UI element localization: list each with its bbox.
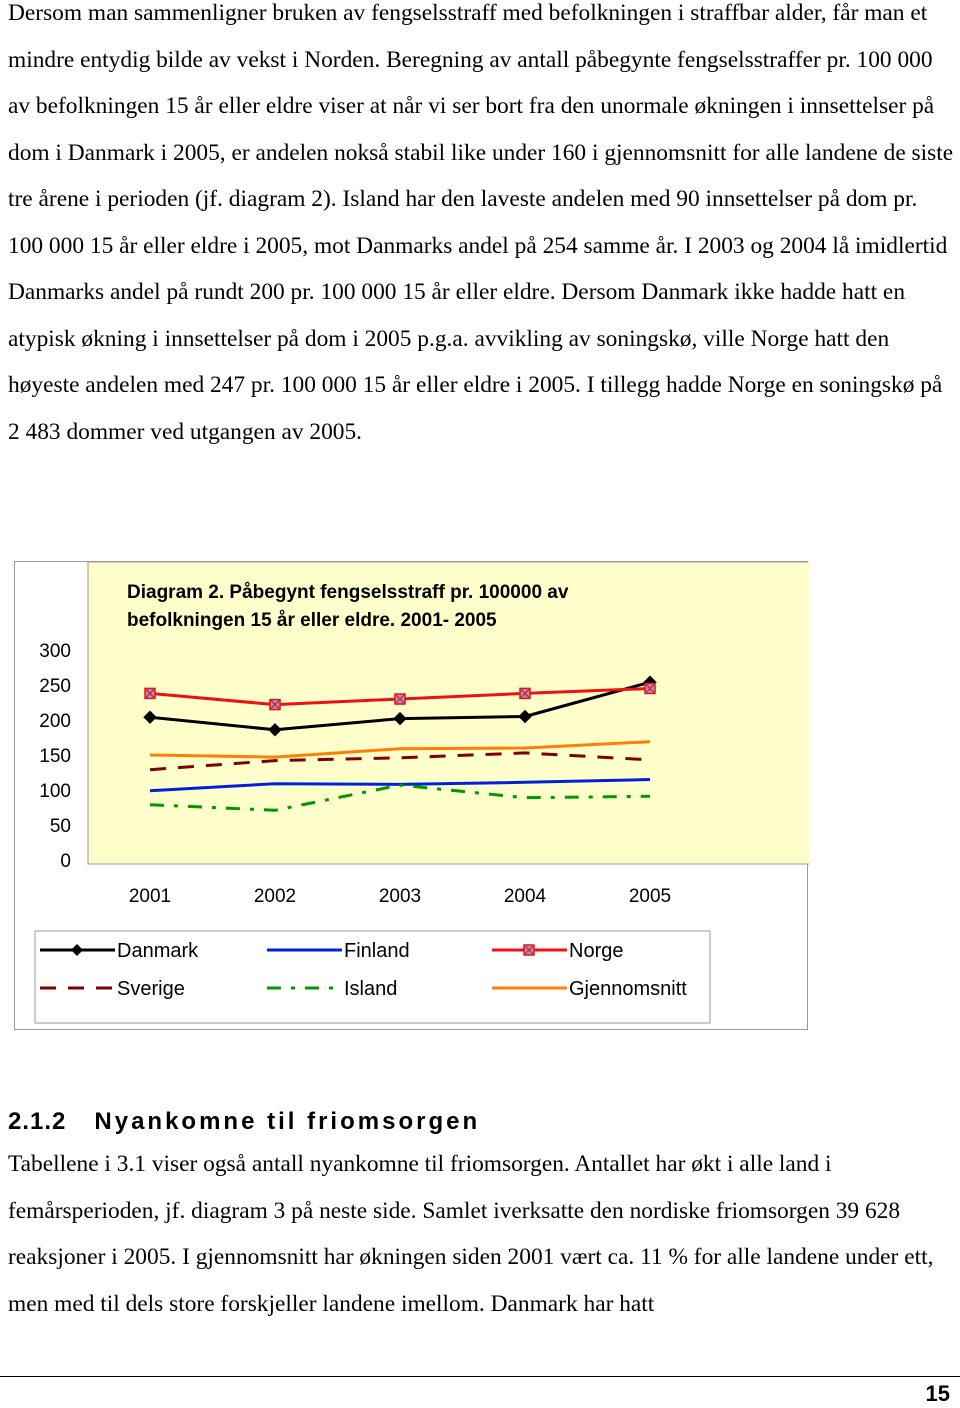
body-paragraph-1: Dersom man sammenligner bruken av fengselsstraff med befolkningen i straffbar alder, får man et mindre entydig bilde av vekst i Norden. Beregning av antall påbegynte fengselsstraffer pr. 100 000 av befolkningen 15 år eller eldre viser at når vi ser bort fra den unormale økningen i innsettelser på dom i Danmark i 2005, er andelen nokså stabil like under 160 i gjennomsnitt for alle landene de siste tre årene i perioden (jf. diagram 2). Island har den laveste andelen med 90 innsettelser på dom pr. 100 000 15 år eller eldre i 2005, mot Danmarks andel på 254 samme år. I 2003 og 2004 lå imidlertid Danmarks andel på rundt 200 pr. 100 000 15 år eller eldre. Dersom Danmark ikke hadde hatt en atypisk økning i innsettelser på dom i 2005 p.g.a. avvikling av soningskø, ville Norge hatt den høyeste andelen med 247 pr. 100 000 15 år eller eldre i 2005. I tillegg hadde Norge en soningskø på 2 483 dommer ved utgangen av 2005.	[8, 0, 954, 445]
y-tick-label: 250	[39, 676, 71, 697]
legend-label-finland: Finland	[344, 940, 410, 962]
data-point-norge	[520, 688, 530, 698]
chart-title-line-1: Diagram 2. Påbegynt fengselsstraff pr. 100000 av	[127, 582, 569, 603]
y-tick-label: 50	[49, 816, 71, 837]
y-tick-label: 100	[39, 781, 71, 802]
body-paragraph-2: Tabellene i 3.1 viser også antall nyankomne til friomsorgen. Antallet har økt i alle land i femårsperioden, jf. diagram 3 på neste side. Samlet iverksatte den nordiske friomsorgen 39 628 reaksjoner i 2005. I gjennomsnitt har økningen siden 2001 vært ca. 11 % for alle landene under ett, men med til dels store forskjeller landene imellom. Danmark har hatt	[8, 1151, 934, 1317]
section-number: 2.1.2	[8, 1108, 67, 1135]
x-tick-label: 2001	[128, 886, 172, 907]
section-heading	[8, 1108, 480, 1136]
x-axis-tick-labels	[129, 886, 671, 907]
section-title: Nyankomne til friomsorgen	[94, 1108, 481, 1135]
legend-marker-norge	[524, 945, 534, 955]
legend-label-danmark: Danmark	[117, 940, 199, 962]
chart-title-line-2: befolkningen 15 år eller eldre. 2001- 2005	[127, 610, 497, 631]
x-tick-label: 2005	[628, 886, 672, 907]
data-point-norge	[145, 688, 155, 698]
y-tick-label: 300	[39, 641, 71, 662]
page-number: 15	[925, 1381, 950, 1406]
legend-label-gjennomsnitt: Gjennomsnitt	[569, 978, 687, 1000]
y-tick-label: 0	[60, 851, 71, 872]
x-tick-label: 2003	[378, 886, 422, 907]
y-axis-tick-labels	[39, 641, 71, 872]
legend-label-sverige: Sverige	[117, 978, 185, 1000]
plot-area	[88, 562, 809, 864]
line-chart	[15, 562, 809, 1031]
y-tick-label: 150	[39, 746, 71, 767]
data-point-norge	[270, 700, 280, 710]
x-tick-label: 2004	[503, 886, 547, 907]
legend-label-island: Island	[344, 978, 398, 1000]
chart-container	[14, 561, 808, 1030]
y-tick-label: 200	[39, 711, 71, 732]
data-point-norge	[645, 684, 655, 694]
data-point-norge	[395, 694, 405, 704]
footer-rule	[0, 1376, 960, 1377]
x-tick-label: 2002	[253, 886, 297, 907]
legend-label-norge: Norge	[569, 940, 624, 962]
